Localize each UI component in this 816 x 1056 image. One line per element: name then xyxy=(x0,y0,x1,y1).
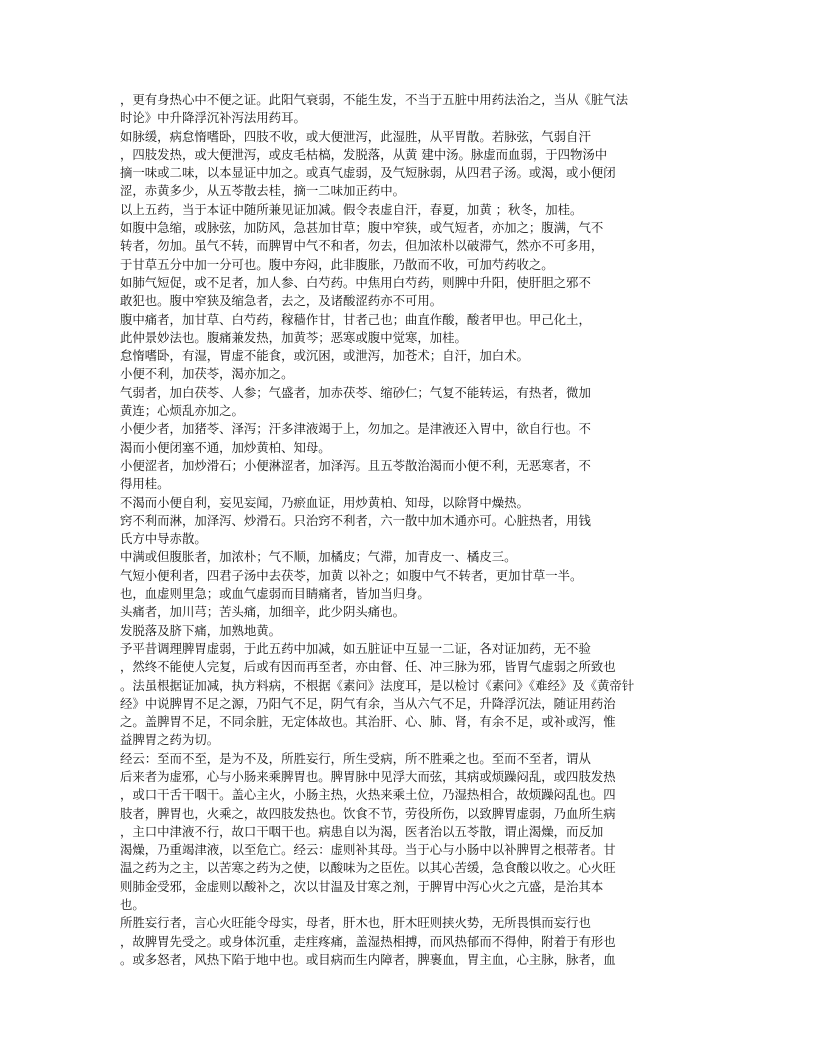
text-line: 肢者，脾胃也，火乘之，故四肢发热也。饮食不节，劳役所伤，以致脾胃虚弱，乃血所生病 xyxy=(120,805,616,821)
text-line: 后来者为虚邪，心与小肠来乘脾胃也。脾胃脉中见浮大而弦，其病或烦躁闷乱，或四肢发热 xyxy=(120,768,616,784)
text-line: 经》中说脾胃不足之源，乃阳气不足，阴气有余，当从六气不足，升降浮沉法，随证用药治 xyxy=(120,695,616,711)
text-line: 。法虽根据证加减，执方料病，不根据《素问》法度耳，是以检讨《素问》《难经》及《黄帝针 xyxy=(120,677,635,693)
text-line: 腹中痛者，加甘草、白芍药，稼穑作甘，甘者己也；曲直作酸，酸者甲也。甲己化土， xyxy=(120,311,591,327)
text-line: 时论》中升降浮沉补泻法用药耳。 xyxy=(120,110,306,126)
text-line: 则肺金受邪，金虚则以酸补之，次以甘温及甘寒之剂，于脾胃中泻心火之亢盛，是治其本 xyxy=(120,878,604,894)
text-line: ，更有身热心中不便之证。此阳气衰弱，不能生发，不当于五脏中用药法治之，当从《脏气法 xyxy=(120,92,629,107)
text-line: 小便涩者，加炒滑石；小便淋涩者，加泽泻。且五苓散治渴而小便不利，无恶寒者，不 xyxy=(120,457,591,473)
text-line: 温之药为之主，以苦寒之药为之使，以酸味为之臣佐。以其心苦缓，急食酸以收之。心火旺 xyxy=(120,860,616,876)
text-line: 所胜妄行者，言心火旺能令母实，母者，肝木也，肝木旺则挟火势，无所畏惧而妄行也 xyxy=(120,915,591,931)
text-line: 小便少者，加猪苓、泽泻；汗多津液竭于上，勿加之。是津液还入胃中，欲自行也。不 xyxy=(120,421,591,437)
text-line: 也。 xyxy=(120,897,145,913)
text-line: ，四肢发热，或大便泄泻，或皮毛枯槁，发脱落，从黄 建中汤。脉虚而血弱，于四物汤中 xyxy=(120,146,608,162)
text-line: 渴燥，乃重竭津液，以至危亡。经云：虚则补其母。当于心与小肠中以补脾胃之根蒂者。甘 xyxy=(120,842,616,858)
text-line: ，然终不能使人完复，后或有因而再至者，亦由督、任、冲三脉为邪，皆胃气虚弱之所致也 xyxy=(120,659,616,675)
text-line: 黄连；心烦乱亦加之。 xyxy=(120,403,244,419)
text-line: 气短小便利者，四君子汤中去茯苓，加黄 以补之；如腹中气不转者，更加甘草一半。 xyxy=(120,567,583,583)
text-line: 经云：至而不至，是为不及，所胜妄行，所生受病，所不胜乘之也。至而不至者，谓从 xyxy=(120,750,591,766)
text-line: 予平昔调理脾胃虚弱，于此五药中加减，如五脏证中互显一二证，各对证加药，无不验 xyxy=(120,640,591,656)
text-line: 此仲景妙法也。腹痛兼发热，加黄芩；恶寒或腹中觉寒，加桂。 xyxy=(120,329,467,345)
text-line: 得用桂。 xyxy=(120,476,170,492)
text-line: 敢犯也。腹中窄狭及缩急者，去之，及诸酸涩药亦不可用。 xyxy=(120,293,443,309)
text-line: 如腹中急缩，或脉弦，加防风，急甚加甘草；腹中窄狭，或气短者，亦加之；腹满，气不 xyxy=(120,220,604,236)
text-line: ，主口中津液不行，故口干咽干也。病患自以为渴，医者治以五苓散，谓止渴燥，而反加 xyxy=(120,823,604,839)
text-line: 之。盖脾胃不足，不同余脏，无定体故也。其治肝、心、肺、肾，有余不足，或补或泻，惟 xyxy=(120,714,616,730)
text-line: ，或口干舌干咽干。盖心主火，小肠主热，火热来乘土位，乃湿热相合，故烦躁闷乱也。四 xyxy=(120,787,616,803)
text-line: ，故脾胃先受之。或身体沉重，走疰疼痛，盖湿热相搏，而风热郁而不得伸，附着于有形也 xyxy=(120,933,616,949)
text-line: 益脾胃之药为切。 xyxy=(120,732,220,748)
text-line: 窍不利而淋，加泽泻、炒滑石。只治窍不利者，六一散中加木通亦可。心脏热者，用钱 xyxy=(120,512,591,528)
text-line: 头痛者，加川芎；苦头痛，加细辛，此少阴头痛也。 xyxy=(120,604,405,620)
text-line: 。或多怒者，风热下陷于地中也。或目病而生内障者，脾裹血，胃主血，心主脉，脉者，血 xyxy=(120,951,616,967)
text-line: 转者，勿加。虽气不转，而脾胃中气不和者，勿去，但加浓朴以破滞气，然亦不可多用， xyxy=(120,238,604,254)
text-line: 发脱落及脐下痛，加熟地黄。 xyxy=(120,622,282,638)
text-line: 中满或但腹胀者，加浓朴；气不顺，加橘皮；气滞，加青皮一、橘皮三。 xyxy=(120,549,517,565)
text-line: 气弱者，加白茯苓、人参；气盛者，加赤茯苓、缩砂仁；气复不能转运，有热者，微加 xyxy=(120,384,591,400)
text-line: 也，血虚则里急；或血气虚弱而目睛痛者，皆加当归身。 xyxy=(120,586,430,602)
text-line: 小便不利，加茯苓，渴亦加之。 xyxy=(120,366,294,382)
text-line: 以上五药，当于本证中随所兼见证加减。假令表虚自汗，春夏，加黄 ；秋冬，加桂。 xyxy=(120,201,583,217)
document-body xyxy=(120,91,700,969)
text-line: 如脉缓，病怠惰嗜卧，四肢不收，或大便泄泻，此湿胜，从平胃散。若脉弦，气弱自汗 xyxy=(120,128,591,144)
text-line: 涩，赤黄多少，从五苓散去桂，摘一二味加正药中。 xyxy=(120,183,405,199)
text-line: 于甘草五分中加一分可也。腹中夯闷，此非腹胀，乃散而不收，可加芍药收之。 xyxy=(120,256,554,272)
text-line: 不渴而小便自利，妄见妄闻，乃瘀血证，用炒黄柏、知母，以除肾中燥热。 xyxy=(120,494,529,510)
text-line: 如肺气短促，或不足者，加人参、白芍药。中焦用白芍药，则脾中升阳，使肝胆之邪不 xyxy=(120,274,591,290)
text-line: 氏方中导赤散。 xyxy=(120,531,207,547)
text-line: 怠惰嗜卧，有湿，胃虚不能食，或沉困，或泄泻，加苍术；自汗，加白术。 xyxy=(120,348,529,364)
text-line: 渴而小便闭塞不通，加炒黄柏、知母。 xyxy=(120,439,331,455)
text-line: 摘一味或二味，以本显证中加之。或真气虚弱，及气短脉弱，从四君子汤。或渴，或小便闭 xyxy=(120,165,616,181)
